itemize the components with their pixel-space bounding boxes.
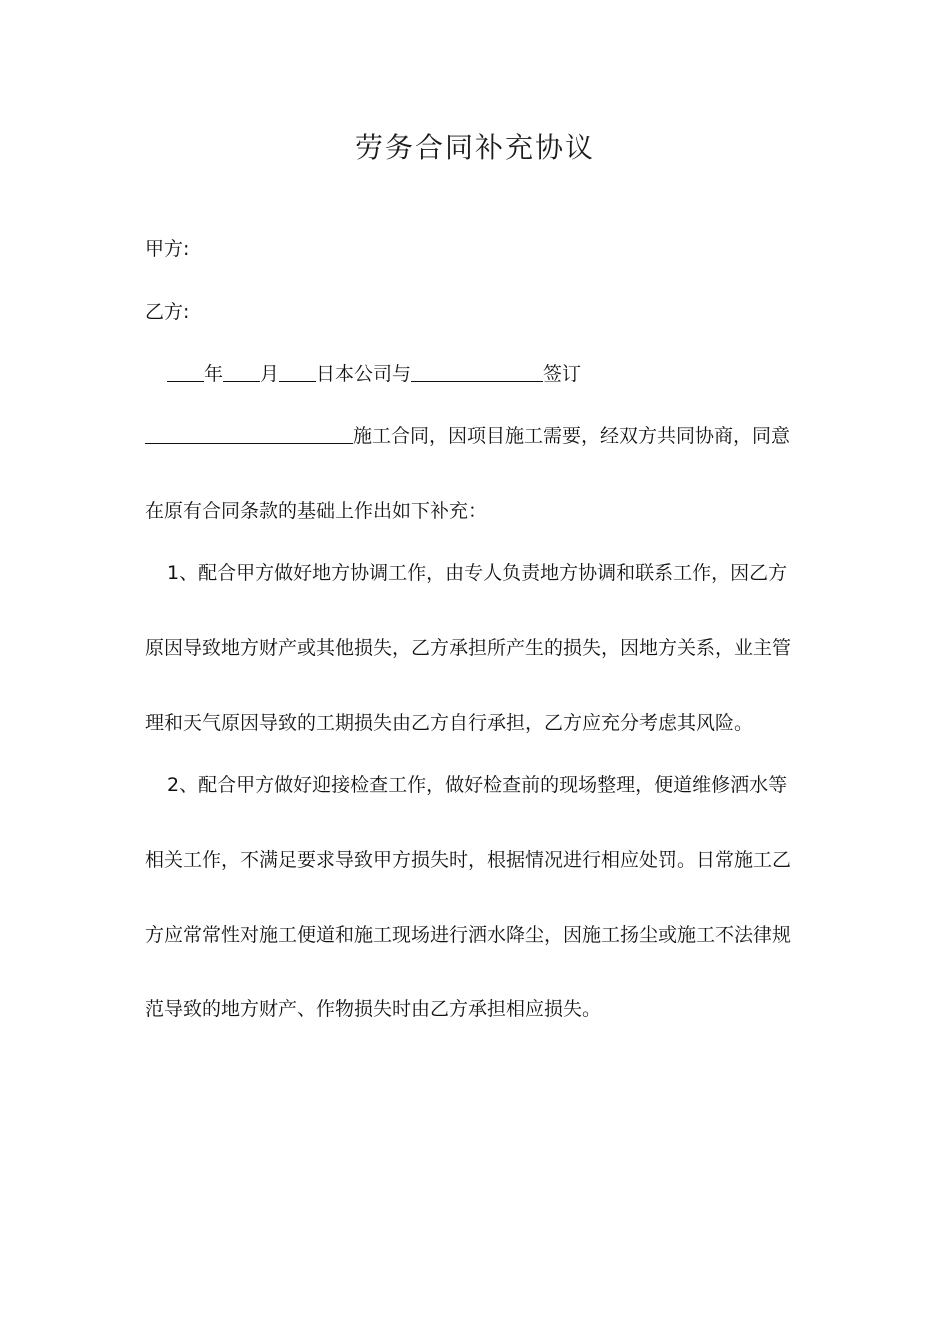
company-blank <box>411 361 543 382</box>
day-blank <box>279 361 316 382</box>
clause-2-line-4: 范导致的地方财产、作物损失时由乙方承担相应损失。 <box>145 998 602 1020</box>
day-company-label: 日本公司与 <box>316 363 412 385</box>
clause-2-line-1: 2、配合甲方做好迎接检查工作，做好检查前的现场整理，便道维修洒水等 <box>167 774 788 796</box>
contract-name-blank <box>145 423 353 444</box>
year-blank <box>167 361 204 382</box>
clause-1-line-2: 原因导致地方财产或其他损失，乙方承担所产生的损失，因地方关系，业主管 <box>145 637 792 659</box>
clause-1-line-1: 1、配合甲方做好地方协调工作，由专人负责地方协调和联系工作，因乙方 <box>167 562 788 584</box>
clause-2-line-3: 方应常常性对施工便道和施工现场进行洒水降尘，因施工扬尘或施工不法律规 <box>145 924 792 946</box>
document-title: 劳务合同补充协议 <box>354 131 595 164</box>
party-b-label: 乙方: <box>145 301 190 323</box>
signed-label: 签订 <box>543 363 582 385</box>
clause-2-line-2: 相关工作，不满足要求导致甲方损失时，根据情况进行相应处罚。日常施工乙 <box>145 849 792 871</box>
year-label: 年 <box>204 363 224 385</box>
month-blank <box>223 361 260 382</box>
date-line <box>167 359 827 389</box>
contract-line <box>145 421 805 451</box>
party-a-label: 甲方: <box>145 238 190 260</box>
month-label: 月 <box>260 363 280 385</box>
intro-line: 在原有合同条款的基础上作出如下补充： <box>145 500 488 522</box>
clause-1-line-3: 理和天气原因导致的工期损失由乙方自行承担，乙方应充分考虑其风险。 <box>145 712 754 734</box>
contract-line-text: 施工合同，因项目施工需要，经双方共同协商，同意 <box>353 425 791 447</box>
